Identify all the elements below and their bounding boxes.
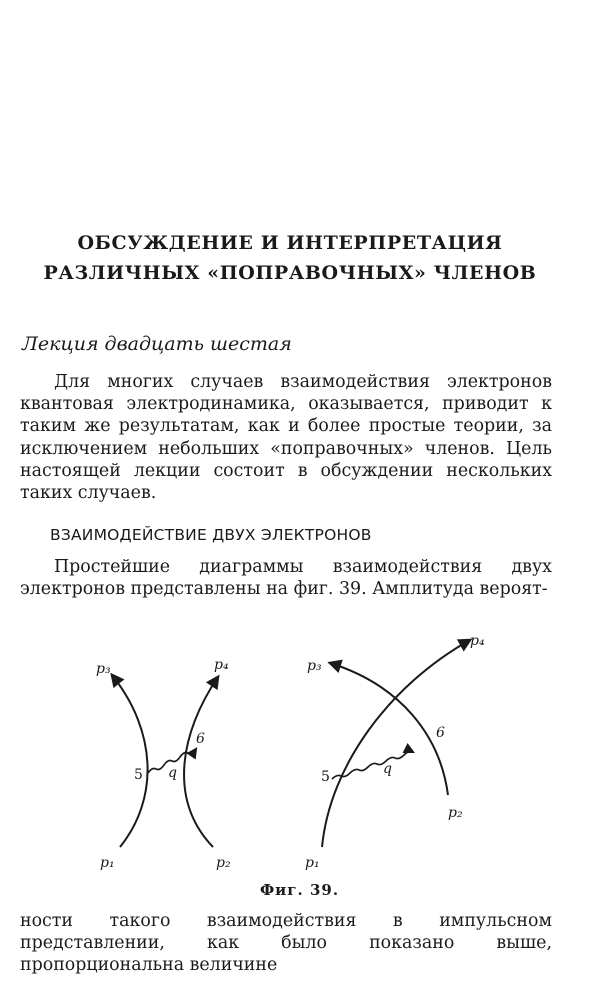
left-electron-line-1 — [112, 675, 148, 847]
chapter-title-line-2: РАЗЛИЧНЫХ «ПОПРАВОЧНЫХ» ЧЛЕНОВ — [43, 262, 537, 284]
left-label-q: q — [168, 765, 177, 781]
right-label-p2: p₂ — [448, 805, 463, 821]
left-label-p4: p₄ — [214, 657, 229, 673]
right-label-p3: p₃ — [307, 658, 322, 674]
right-label-vertex-5: 5 — [321, 769, 330, 785]
left-label-p2: p₂ — [216, 855, 231, 871]
left-electron-line-2 — [184, 677, 218, 847]
paragraph-intro: Для многих случаев взаимодействия электронов квантовая электродинамика, оказывается, приводит к таким же результатам, как и более простые теории, за исключением небольших «поправочных» членов. Цель настоящей лекции состоит в обсуждении нескольких таких случаев. — [20, 372, 552, 504]
right-label-p4: p₄ — [470, 633, 485, 649]
right-label-q: q — [383, 761, 392, 777]
lecture-heading: Лекция двадцать шестая — [22, 333, 292, 355]
left-label-vertex-6: 6 — [196, 731, 205, 747]
left-label-p3: p₃ — [96, 661, 111, 677]
figure-caption: Фиг. 39. — [259, 881, 340, 899]
left-diagram — [112, 675, 218, 847]
chapter-title-line-1: ОБСУЖДЕНИЕ И ИНТЕРПРЕТАЦИЯ — [77, 232, 503, 254]
left-label-vertex-5: 5 — [134, 767, 143, 783]
left-label-p1: p₁ — [100, 855, 115, 871]
feynman-diagrams-figure — [0, 615, 599, 895]
section-heading: ВЗАИМОДЕЙСТВИЕ ДВУХ ЭЛЕКТРОНОВ — [50, 526, 372, 544]
right-label-p1: p₁ — [305, 855, 320, 871]
chapter-title — [40, 228, 540, 288]
paragraph-diagrams: Простейшие диаграммы взаимодействия двух электронов представлены на фиг. 39. Амплитуда вероят- — [20, 557, 552, 600]
right-label-vertex-6: 6 — [436, 725, 445, 741]
paragraph-amplitude: ности такого взаимодействия в импульсном представлении, как было показано выше, пропорциональна величине — [20, 911, 552, 976]
right-photon-line — [332, 751, 413, 779]
